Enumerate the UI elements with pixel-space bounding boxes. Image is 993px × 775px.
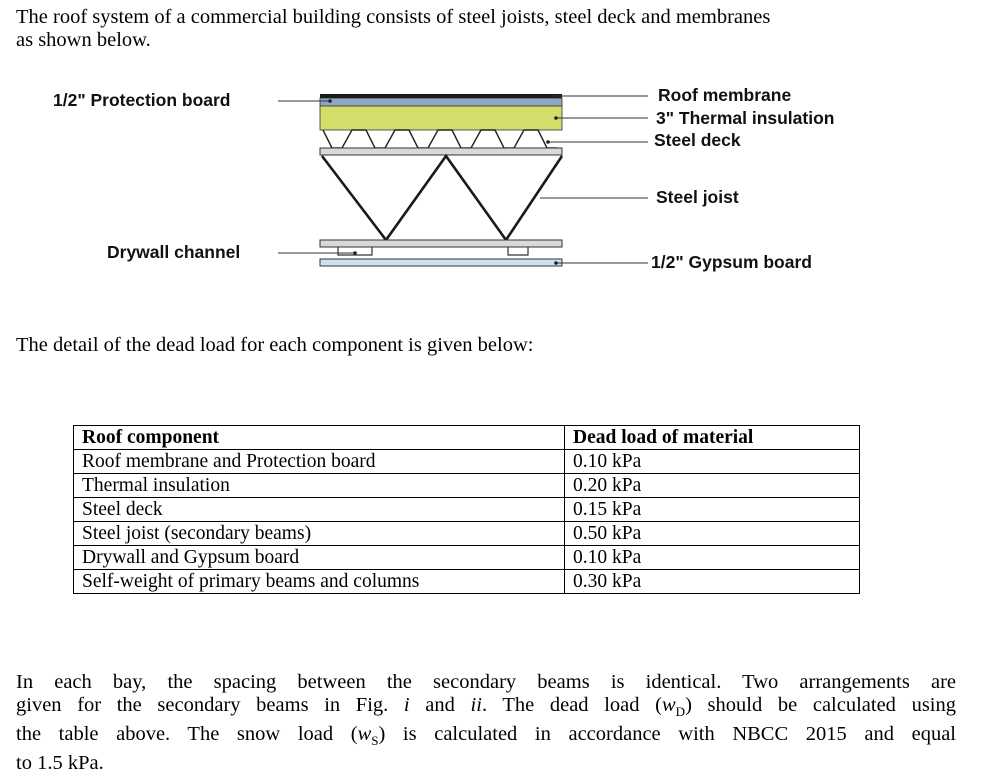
steel-deck-plate bbox=[320, 148, 562, 155]
table-row bbox=[74, 498, 860, 522]
component-cell: Steel deck bbox=[74, 498, 565, 522]
outro-line-1: In each bay, the spacing between the secondary beams is identical. Two arrangements are bbox=[16, 671, 956, 693]
outro-line-4: to 1.5 kPa. bbox=[16, 752, 104, 775]
load-cell: 0.30 kPa bbox=[565, 570, 860, 594]
label-steel-deck: Steel deck bbox=[654, 130, 741, 150]
detail-sentence: The detail of the dead load for each component is given below: bbox=[16, 334, 534, 356]
label-drywall-channel: Drywall channel bbox=[107, 242, 241, 262]
drywall-channel-right bbox=[508, 247, 528, 255]
table-row bbox=[74, 474, 860, 498]
label-steel-joist: Steel joist bbox=[656, 187, 739, 207]
dead-load-symbol: $w_D$ bbox=[661, 694, 686, 720]
steel-joist-web bbox=[322, 156, 562, 240]
label-thermal-insulation: 3" Thermal insulation bbox=[656, 108, 835, 128]
fig-ii-ref: ii bbox=[470, 694, 482, 716]
header-dead-load: Dead load of material bbox=[565, 426, 860, 450]
table-row bbox=[74, 450, 860, 474]
outro-paragraph bbox=[16, 671, 956, 775]
component-cell: Drywall and Gypsum board bbox=[74, 546, 565, 570]
load-cell: 0.20 kPa bbox=[565, 474, 860, 498]
steel-joist-bottom-chord bbox=[320, 240, 562, 247]
load-cell: 0.10 kPa bbox=[565, 546, 860, 570]
table-row bbox=[74, 546, 860, 570]
label-protection-board: 1/2" Protection board bbox=[53, 90, 231, 110]
label-roof-membrane: Roof membrane bbox=[658, 85, 792, 105]
roof-section-diagram bbox=[0, 80, 993, 285]
component-cell: Roof membrane and Protection board bbox=[74, 450, 565, 474]
label-gypsum-board: 1/2" Gypsum board bbox=[651, 252, 812, 272]
table-row bbox=[74, 570, 860, 594]
steel-deck-corrugation bbox=[323, 130, 557, 148]
component-cell: Steel joist (secondary beams) bbox=[74, 522, 565, 546]
intro-line-1: The roof system of a commercial building consists of steel joists, steel deck and membranes bbox=[16, 6, 771, 28]
load-cell: 0.50 kPa bbox=[565, 522, 860, 546]
intro-line-2: as shown below. bbox=[16, 29, 151, 51]
load-cell: 0.10 kPa bbox=[565, 450, 860, 474]
component-cell: Thermal insulation bbox=[74, 474, 565, 498]
gypsum-board-layer bbox=[320, 259, 562, 266]
fig-i-ref: i bbox=[403, 694, 410, 716]
outro-line-3: the table above. The snow load $(w_S)$ is calculated in accordance with NBCC 2015 and equal bbox=[16, 723, 956, 749]
dead-load-table bbox=[73, 425, 860, 594]
header-roof-component: Roof component bbox=[74, 426, 565, 450]
protection-board-layer bbox=[320, 98, 562, 106]
intro-paragraph bbox=[16, 6, 961, 52]
table-row bbox=[74, 522, 860, 546]
outro-line-2: given for the secondary beams in Fig. i and ii. The dead load $(w_D)$ should be calculated using bbox=[16, 694, 957, 720]
load-cell: 0.15 kPa bbox=[565, 498, 860, 522]
snow-load-symbol: $w_S$ bbox=[357, 723, 379, 749]
table-header-row bbox=[74, 426, 860, 450]
roof-membrane-layer bbox=[320, 94, 562, 98]
thermal-insulation-layer bbox=[320, 106, 562, 130]
component-cell: Self-weight of primary beams and columns bbox=[74, 570, 565, 594]
